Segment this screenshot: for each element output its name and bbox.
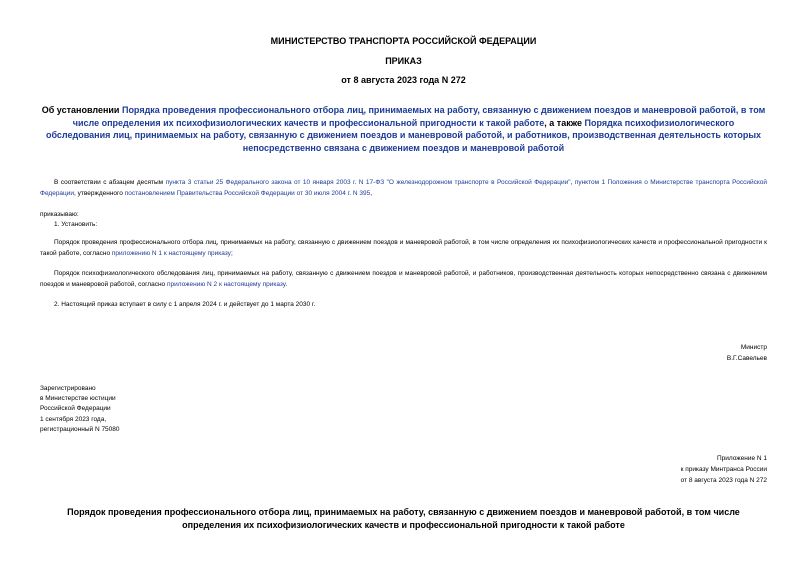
- subject-middle: , а также: [544, 117, 585, 128]
- appendix-title: Порядок проведения профессионального отбора лиц, принимаемых на работу, связанную с движением поездов и маневровой работой, в том числе определения их психофизиологических качеств и профессиональной пригодности к такой работе: [67, 507, 740, 530]
- basis-text-2: ,: [570, 179, 575, 186]
- link-government-decree[interactable]: постановлением Правительства Российской Федерации от 30 июля 2004 г. N 395: [124, 190, 371, 197]
- item-2-paragraph: 2. Настоящий приказ вступает в силу с 1 апреля 2024 г. и действует до 1 марта 2030 г.: [54, 301, 316, 308]
- basis-paragraph: [40, 177, 767, 199]
- basis-text-4: ,: [370, 190, 373, 197]
- appendix-ref-line: от 8 августа 2023 года N 272: [680, 477, 767, 484]
- item-1-heading: 1. Установить:: [54, 221, 98, 228]
- item-1b-text: Порядок психофизиологического обследования лиц, принимаемых на работу, связанную с движением поездов и маневровой работой, и работников, производственная деятельность которых непосредственно связана с движением поездов и маневровой работой, согласно: [40, 270, 767, 288]
- order-word: приказываю:: [40, 211, 79, 218]
- registration-line: в Министерстве юстиции: [40, 395, 116, 403]
- subject-prefix: Об установлении: [41, 105, 122, 115]
- subject-link-procedure-2[interactable]: Порядка психофизиологического обследования лиц, принимаемых на работу, связанную с движением поездов и маневровой работой, и работников, производственная деятельность которых непосредственно связана с движением поездов и маневровой работой: [45, 117, 762, 153]
- basis-text-3: , утвержденного: [74, 190, 125, 197]
- item-1a-paragraph: [40, 237, 767, 259]
- ministry-title: МИНИСТЕРСТВО ТРАНСПОРТА РОССИЙСКОЙ ФЕДЕРАЦИИ: [270, 36, 537, 46]
- link-ministry-regulation[interactable]: пунктом 1 Положения о Министерстве транспорта Российской Федерации: [40, 179, 767, 197]
- signature-name: В.Г.Савельев: [726, 355, 767, 362]
- link-appendix-1[interactable]: приложению N 1 к настоящему приказу: [111, 250, 231, 257]
- registration-line: Российской Федерации: [40, 405, 111, 413]
- link-federal-law[interactable]: пункта 3 статьи 25 Федерального закона от 10 января 2003 г. N 17-ФЗ "О железнодорожном транспорте в Российской Федерации": [165, 179, 571, 186]
- basis-text-1: В соответствии с абзацем десятым: [54, 179, 166, 186]
- appendix-ref-line: к приказу Минтранса России: [680, 466, 767, 473]
- item-1a-text: Порядок проведения профессионального отбора лиц, принимаемых на работу, связанную с движением поездов и маневровой работой, в том числе определения их психофизиологических качеств и профессиональной пригодности к такой работе, согласно: [40, 239, 767, 257]
- document-date-number: от 8 августа 2023 года N 272: [341, 75, 466, 85]
- signature-block: [727, 342, 767, 364]
- appendix-reference: [681, 453, 767, 486]
- registration-line: 1 сентября 2023 года,: [40, 415, 107, 423]
- link-appendix-2[interactable]: приложению N 2 к настоящему приказу: [166, 281, 286, 288]
- item-1b-end: .: [285, 281, 288, 288]
- item-1a-end: ;: [230, 250, 233, 257]
- signature-position: Министр: [740, 344, 767, 351]
- document-type: ПРИКАЗ: [385, 56, 422, 66]
- subject-link-procedure-1[interactable]: Порядка проведения профессионального отбора лиц, принимаемых на работу, связанную с движением поездов и маневровой работой, в том числе определения их психофизиологических качеств и профессиональной пригодности к такой работе: [72, 105, 766, 128]
- registration-block: [40, 384, 120, 435]
- document-subject: [40, 104, 767, 154]
- item-1b-paragraph: [40, 268, 767, 290]
- appendix-ref-line: Приложение N 1: [716, 455, 767, 462]
- registration-line: регистрационный N 75080: [40, 425, 120, 433]
- registration-line: Зарегистрировано: [40, 385, 96, 392]
